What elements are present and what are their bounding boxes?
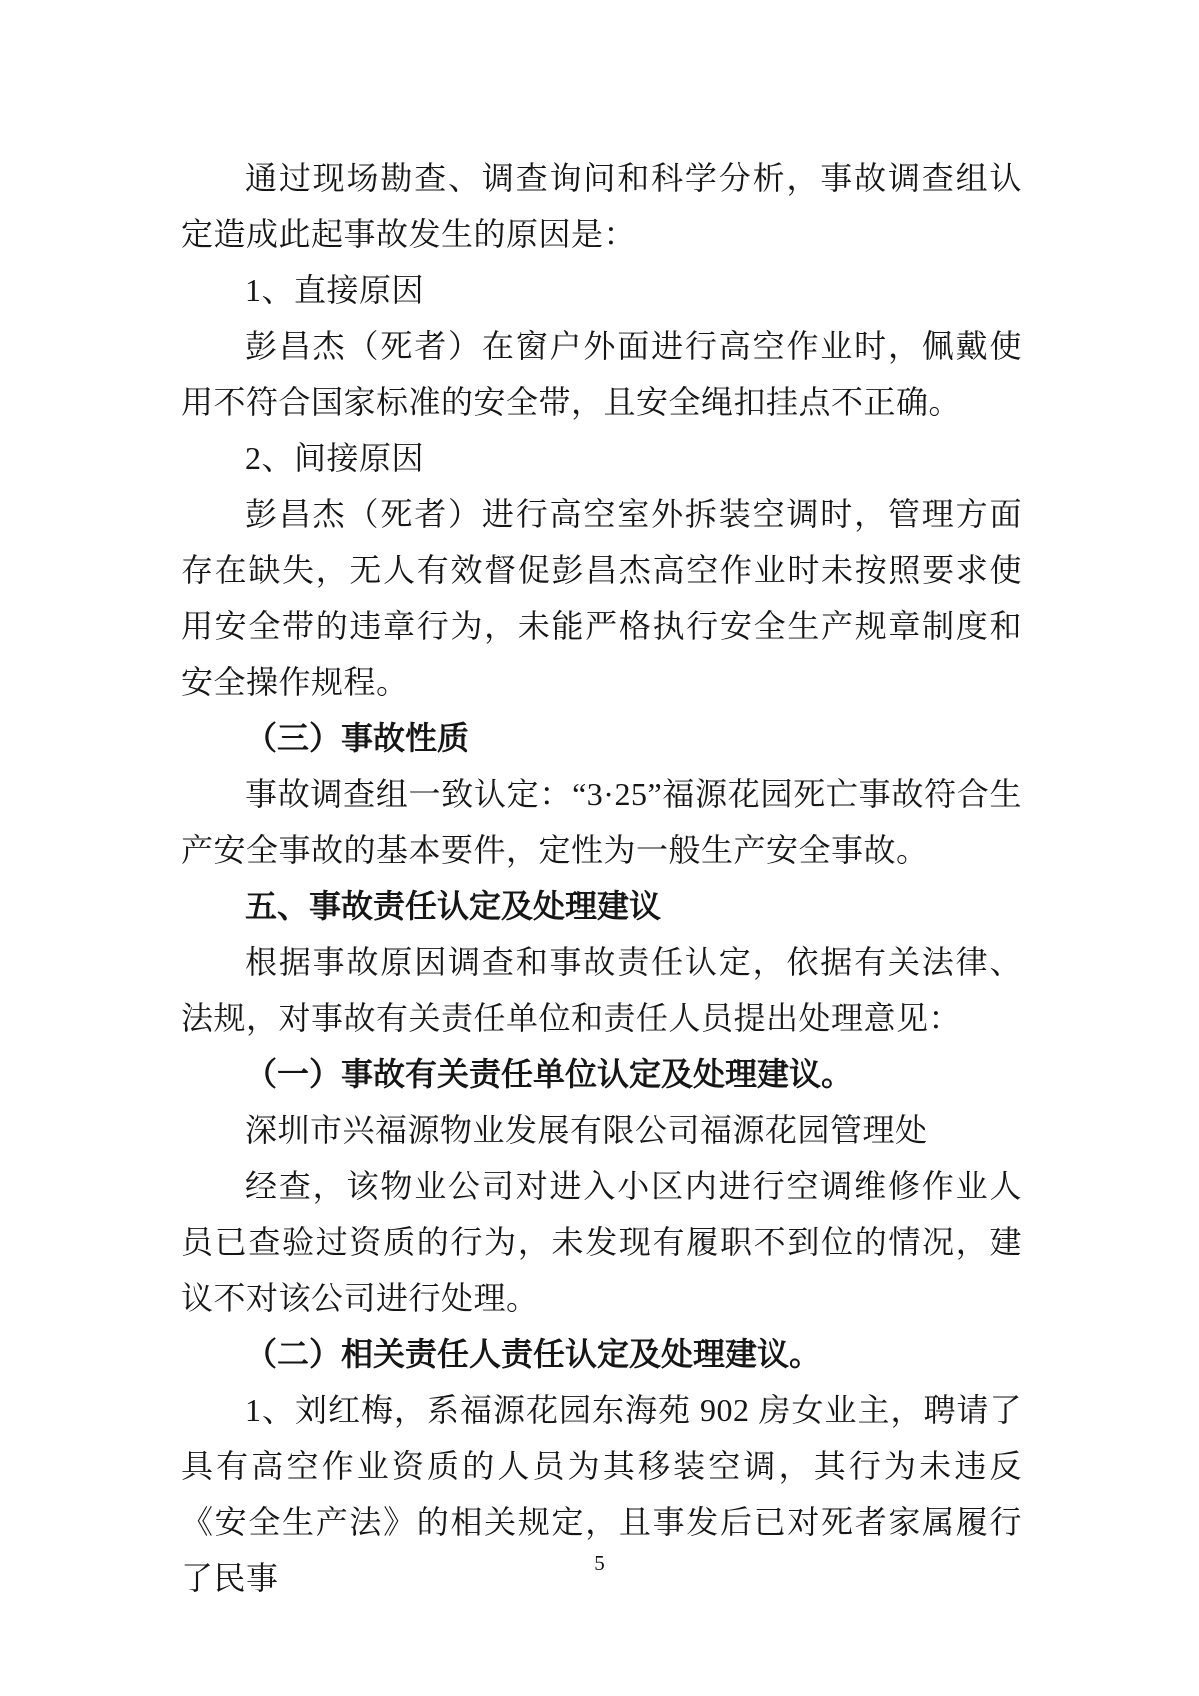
heading-paragraph: 五、事故责任认定及处理建议 <box>245 888 662 924</box>
page-number: 5 <box>594 1551 605 1575</box>
body-paragraph: 彭昌杰（死者）在窗户外面进行高空作业时，佩戴使用不符合国家标准的安全带，且安全绳扣挂点不正确。 <box>181 328 1022 420</box>
body-paragraph: 深圳市兴福源物业发展有限公司福源花园管理处 <box>245 1112 928 1148</box>
body-paragraph: 经查，该物业公司对进入小区内进行空调维修作业人员已查验过资质的行为，未发现有履职不到位的情况，建议不对该公司进行处理。 <box>181 1168 1022 1316</box>
heading-paragraph: （二）相关责任人责任认定及处理建议。 <box>245 1336 822 1372</box>
heading-paragraph: （三）事故性质 <box>245 720 470 756</box>
document-body <box>181 150 1022 1606</box>
body-paragraph: 事故调查组一致认定：“3·25”福源花园死亡事故符合生产安全事故的基本要件，定性为一般生产安全事故。 <box>181 776 1022 868</box>
heading-paragraph: （一）事故有关责任单位认定及处理建议。 <box>245 1056 854 1092</box>
body-paragraph: 2、间接原因 <box>245 440 425 476</box>
body-paragraph: 1、刘红梅，系福源花园东海苑 902 房女业主，聘请了具有高空作业资质的人员为其移装空调，其行为未违反《安全生产法》的相关规定，且事发后已对死者家属履行了民事 <box>181 1392 1022 1596</box>
body-paragraph: 彭昌杰（死者）进行高空室外拆装空调时，管理方面存在缺失，无人有效督促彭昌杰高空作业时未按照要求使用安全带的违章行为，未能严格执行安全生产规章制度和安全操作规程。 <box>181 496 1022 700</box>
body-paragraph: 根据事故原因调查和事故责任认定，依据有关法律、法规，对事故有关责任单位和责任人员提出处理意见： <box>181 944 1022 1036</box>
body-paragraph: 1、直接原因 <box>245 272 425 308</box>
body-paragraph: 通过现场勘查、调查询问和科学分析，事故调查组认定造成此起事故发生的原因是： <box>181 160 1022 252</box>
